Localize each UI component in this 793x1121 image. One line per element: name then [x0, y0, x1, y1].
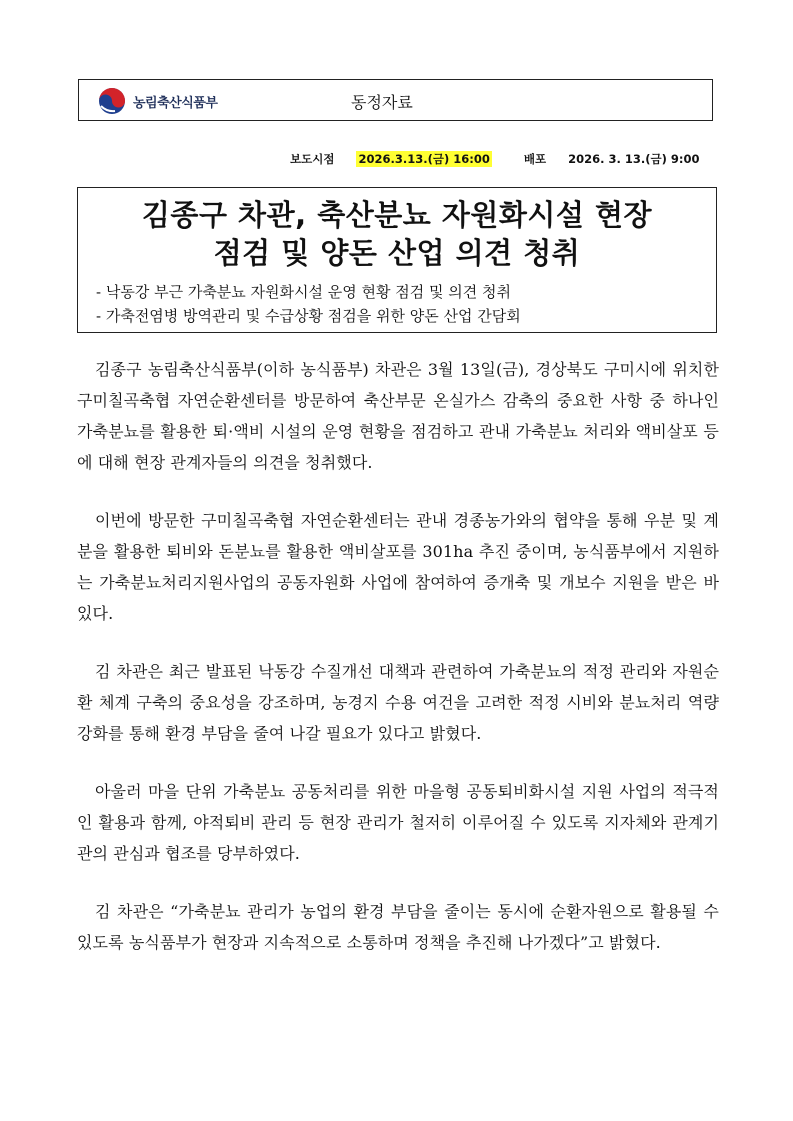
distribution-value: 2026. 3. 13.(금) 9:00 — [568, 152, 700, 166]
ministry-name: 농림축산식품부 — [133, 95, 218, 111]
title-box — [77, 187, 717, 333]
paragraph-5: 김 차관은 “가축분뇨 관리가 농업의 환경 부담을 줄이는 동시에 순환자원으로 활용될 수 있도록 농식품부가 현장과 지속적으로 소통하며 정책을 추진해 나가겠다”고 밝혔다. — [77, 902, 719, 952]
embargo-value: 2026.3.13.(금) 16:00 — [358, 152, 490, 166]
header-box — [78, 79, 713, 121]
subtitle-1: - 낙동강 부근 가축분뇨 자원화시설 운영 현황 점검 및 의견 청취 — [96, 283, 512, 301]
embargo-label: 보도시점 — [290, 152, 335, 166]
taegeuk-emblem-icon — [97, 86, 127, 116]
paragraph-1: 김종구 농림축산식품부(이하 농식품부) 차관은 3월 13일(금), 경상북도 구미시에 위치한 구미칠곡축협 자연순환센터를 방문하여 축산부문 온실가스 감축의 중요한 사항 중 하나인 가축분뇨를 활용한 퇴·액비 시설의 운영 현황을 점검하고 관내 가축분뇨 처리와 액비살포 등에 대해 현장 관계자들의 의견을 청취했다. — [77, 360, 719, 472]
subtitle-2: - 가축전염병 방역관리 및 수급상황 점검을 위한 양돈 산업 간담회 — [96, 307, 521, 325]
body-text — [77, 354, 719, 985]
release-info — [290, 151, 699, 167]
paragraph-4: 아울러 마을 단위 가축분뇨 공동처리를 위한 마을형 공동퇴비화시설 지원 사업의 적극적인 활용과 함께, 야적퇴비 관리 등 현장 관리가 철저히 이루어질 수 있도록 지자체와 관계기관의 관심과 협조를 당부하였다. — [77, 782, 719, 863]
title-line-1: 김종구 차관, 축산분뇨 자원화시설 현장 — [141, 198, 653, 232]
document-kind: 동정자료 — [351, 93, 413, 112]
distribution-label: 배포 — [523, 152, 547, 166]
title-line-2: 점검 및 양돈 산업 의견 청취 — [213, 236, 581, 270]
ministry-logo — [97, 86, 217, 116]
paragraph-2: 이번에 방문한 구미칠곡축협 자연순환센터는 관내 경종농가와의 협약을 통해 우분 및 계분을 활용한 퇴비와 돈분뇨를 활용한 액비살포를 301ha 추진 중이며, 농식품부에서 지원하는 가축분뇨처리지원사업의 공동자원화 사업에 참여하여 증개축 및 개보수 지원을 받은 바 있다. — [77, 511, 719, 623]
paragraph-3: 김 차관은 최근 발표된 낙동강 수질개선 대책과 관련하여 가축분뇨의 적정 관리와 자원순환 체계 구축의 중요성을 강조하며, 농경지 수용 여건을 고려한 적정 시비와 분뇨처리 역량 강화를 통해 환경 부담을 줄여 나갈 필요가 있다고 밝혔다. — [77, 662, 719, 743]
